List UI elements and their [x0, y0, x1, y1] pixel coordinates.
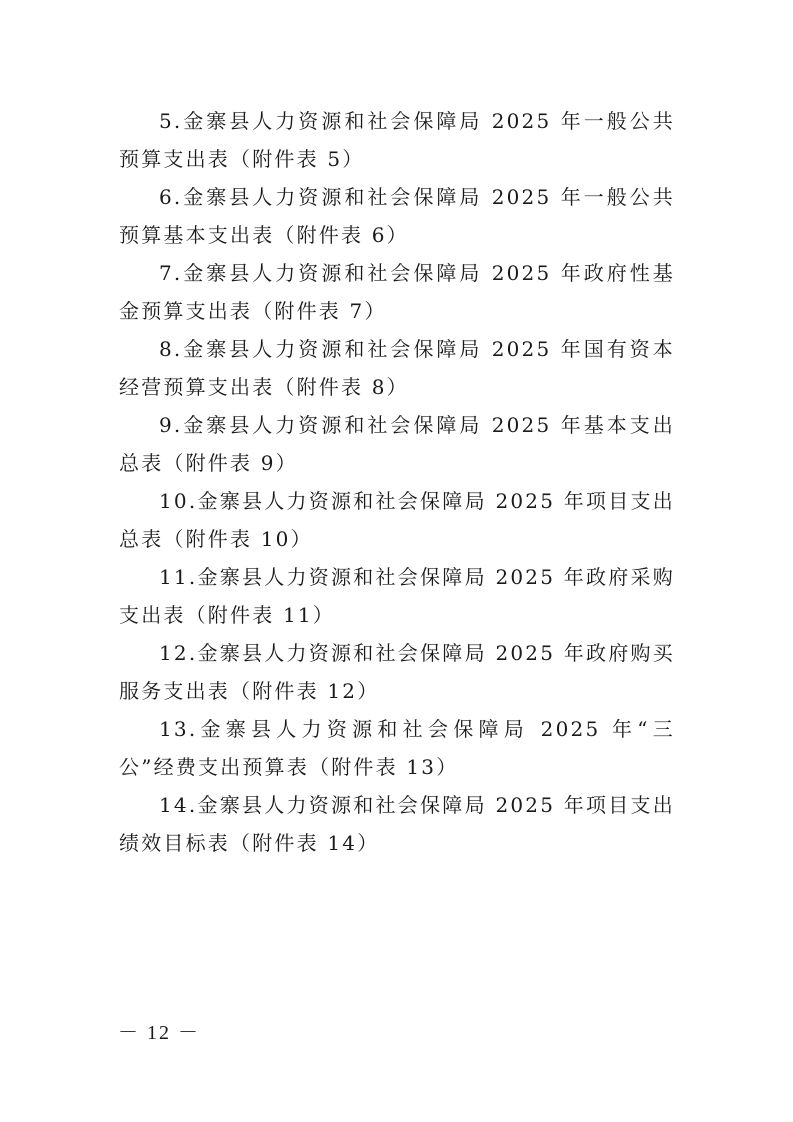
- list-item: 5.金寨县人力资源和社会保障局 2025 年一般公共预算支出表（附件表 5）: [119, 109, 675, 171]
- list-item: 14.金寨县人力资源和社会保障局 2025 年项目支出绩效目标表（附件表 14）: [119, 793, 675, 855]
- list-item: 11.金寨县人力资源和社会保障局 2025 年政府采购支出表（附件表 11）: [119, 565, 675, 627]
- list-item: 12.金寨县人力资源和社会保障局 2025 年政府购买服务支出表（附件表 12）: [119, 641, 675, 703]
- list-item: 7.金寨县人力资源和社会保障局 2025 年政府性基金预算支出表（附件表 7）: [119, 261, 675, 323]
- page-number: － 12 －: [118, 1022, 200, 1044]
- attachment-list: [119, 102, 675, 862]
- list-item: 6.金寨县人力资源和社会保障局 2025 年一般公共预算基本支出表（附件表 6）: [119, 185, 675, 247]
- list-item: 8.金寨县人力资源和社会保障局 2025 年国有资本经营预算支出表（附件表 8）: [119, 337, 675, 399]
- list-item: 9.金寨县人力资源和社会保障局 2025 年基本支出总表（附件表 9）: [119, 413, 675, 475]
- list-item: 13.金寨县人力资源和社会保障局 2025 年“三公”经费支出预算表（附件表 13）: [119, 717, 675, 779]
- list-item: 10.金寨县人力资源和社会保障局 2025 年项目支出总表（附件表 10）: [119, 489, 675, 551]
